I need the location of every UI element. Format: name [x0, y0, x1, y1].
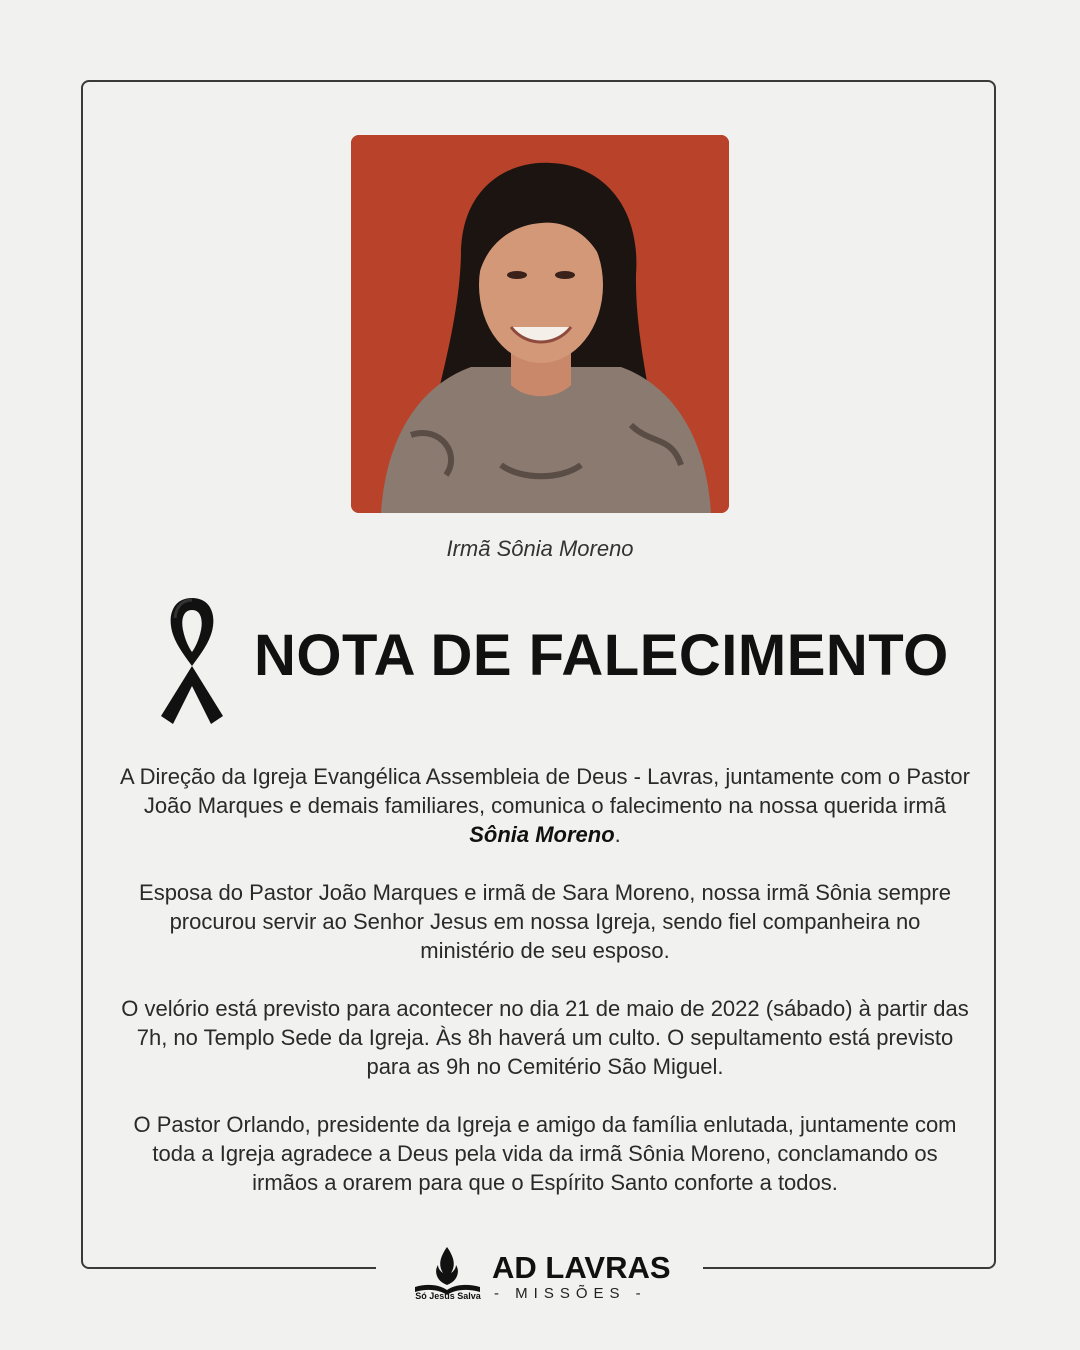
logo-tagline: Só Jesus Salva — [415, 1291, 481, 1301]
portrait-illustration — [351, 135, 729, 513]
mourning-ribbon-icon — [145, 590, 240, 728]
paragraph-4: O Pastor Orlando, presidente da Igreja e amigo da família enlutada, juntamente com toda a Igreja agradece a Deus pela vida da irmã Sônia Moreno, conclamando os irmãos a orarem para que o Espírito Santo conforte a todos. — [133, 1112, 957, 1195]
paragraph-2: Esposa do Pastor João Marques e irmã de Sara Moreno, nossa irmã Sônia sempre procurou servir ao Senhor Jesus em nossa Igreja, sendo fiel companheira no ministério de seu esposo. — [139, 880, 951, 963]
page-title: NOTA DE FALECIMENTO — [254, 623, 949, 688]
deceased-name: Sônia Moreno — [469, 822, 615, 847]
logo-subtitle: - MISSÕES - — [494, 1285, 647, 1302]
paragraph-3: O velório está previsto para acontecer no dia 21 de maio de 2022 (sábado) à partir das 7h, no Templo Sede da Igreja. Às 8h haverá um culto. O sepultamento está previsto para as 9h no Cemitério São Miguel. — [121, 996, 969, 1079]
photo-caption: Irmã Sônia Moreno — [446, 536, 634, 561]
logo-name: AD LAVRAS — [492, 1250, 671, 1285]
portrait-photo — [351, 135, 729, 513]
announcement-body — [120, 762, 970, 1226]
paragraph-1: A Direção da Igreja Evangélica Assembleia de Deus - Lavras, juntamente com o Pastor João Marques e demais familiares, comunica o falecimento na nossa querida irmã Sônia Moreno. — [120, 764, 970, 847]
